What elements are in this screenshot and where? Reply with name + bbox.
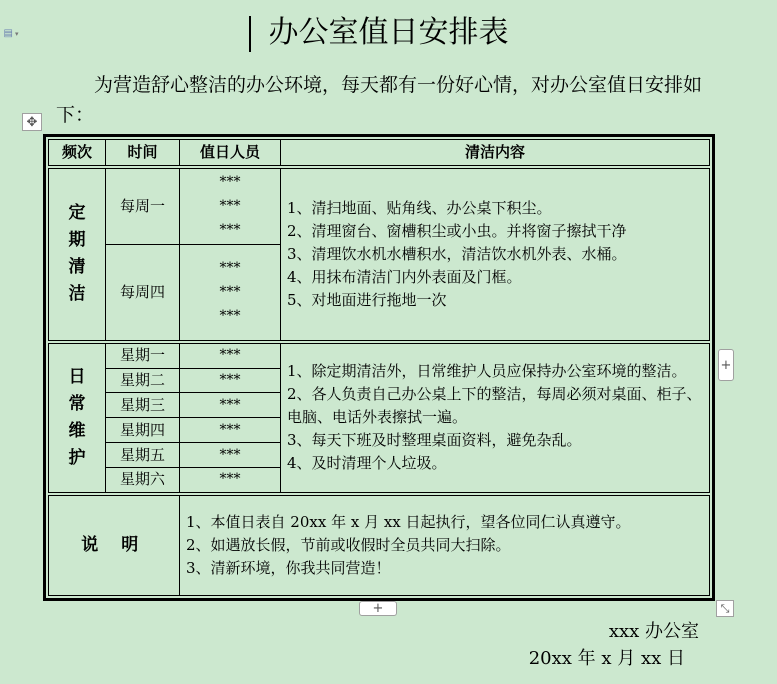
time-cell: 星期一 [106,342,180,368]
add-row-button[interactable] [359,601,397,616]
daily-maintenance-content: 1、除定期清洁外，日常维护人员应保持办公室环境的整洁。 2、各人负责自己办公桌上下的整洁，每周必须对桌面、柜子、电脑、电话外表擦拭一遍。 3、每天下班及时整理桌面资料，避免杂乱。 4、及时清理个人垃圾。 [281,342,710,494]
staff-cell: *** [180,393,281,418]
regular-cleaning-content: 1、清扫地面、贴角线、办公桌下积尘。 2、清理窗台、窗槽积尘或小虫。并将窗子擦拭干净 3、清理饮水机水槽积水，清洁饮水机外表、水桶。 4、用抹布清洁门内外表面及门框。 5、对地面进行拖地一次 [281,167,710,342]
footer-date: 20xx 年 x 月 xx 日 [528,648,685,669]
notes-content: 1、本值日表自 20xx 年 x 月 xx 日起执行，望各位同仁认真遵守。 2、如遇放长假，节前或收假时全员共同大扫除。 3、清新环境，你我共同营造！ [180,494,710,596]
staff-cell: *** [180,418,281,443]
time-cell: 星期二 [106,368,180,393]
staff-cell: *** [180,467,281,493]
header-content: 清洁内容 [281,140,710,167]
intro-paragraph: 为营造舒心整洁的办公环境，每天都有一份好心情，对办公室值日安排如下： [56,74,703,126]
staff-cell: *** [180,443,281,468]
plus-icon: + [720,357,732,373]
header-frequency: 频次 [49,140,106,167]
time-cell: 星期五 [106,443,180,468]
text-cursor [249,16,251,52]
table-move-handle[interactable] [22,113,42,131]
duty-table [48,139,710,596]
plus-icon: + [372,601,384,616]
duty-table-frame [43,134,715,601]
time-cell: 星期六 [106,467,180,493]
table-row [49,342,710,368]
add-column-button[interactable] [718,349,734,381]
page-title: 办公室值日安排表 [268,15,509,50]
layout-options-icon: ▤ [3,28,13,39]
staff-cell: *** *** *** [180,167,281,244]
time-cell: 星期四 [106,418,180,443]
resize-icon: ⤡ [720,602,730,615]
table-row [49,494,710,596]
staff-cell: *** *** *** [180,244,281,341]
staff-cell: *** [180,368,281,393]
staff-cell: *** [180,342,281,368]
table-row [49,167,710,244]
header-time: 时间 [106,140,180,167]
notes-label: 说 明 [49,494,180,596]
time-cell: 每周一 [106,167,180,244]
daily-maintenance-label: 日常维护 [49,342,106,494]
time-cell: 星期三 [106,393,180,418]
time-cell: 每周四 [106,244,180,341]
header-staff: 值日人员 [180,140,281,167]
regular-cleaning-label: 定期清洁 [49,167,106,342]
footer-office: xxx 办公室 [608,621,699,642]
chevron-down-icon: ▾ [14,29,19,38]
table-move-icon: ✥ [26,114,38,130]
table-header-row [49,140,710,167]
table-resize-handle[interactable] [716,600,734,617]
